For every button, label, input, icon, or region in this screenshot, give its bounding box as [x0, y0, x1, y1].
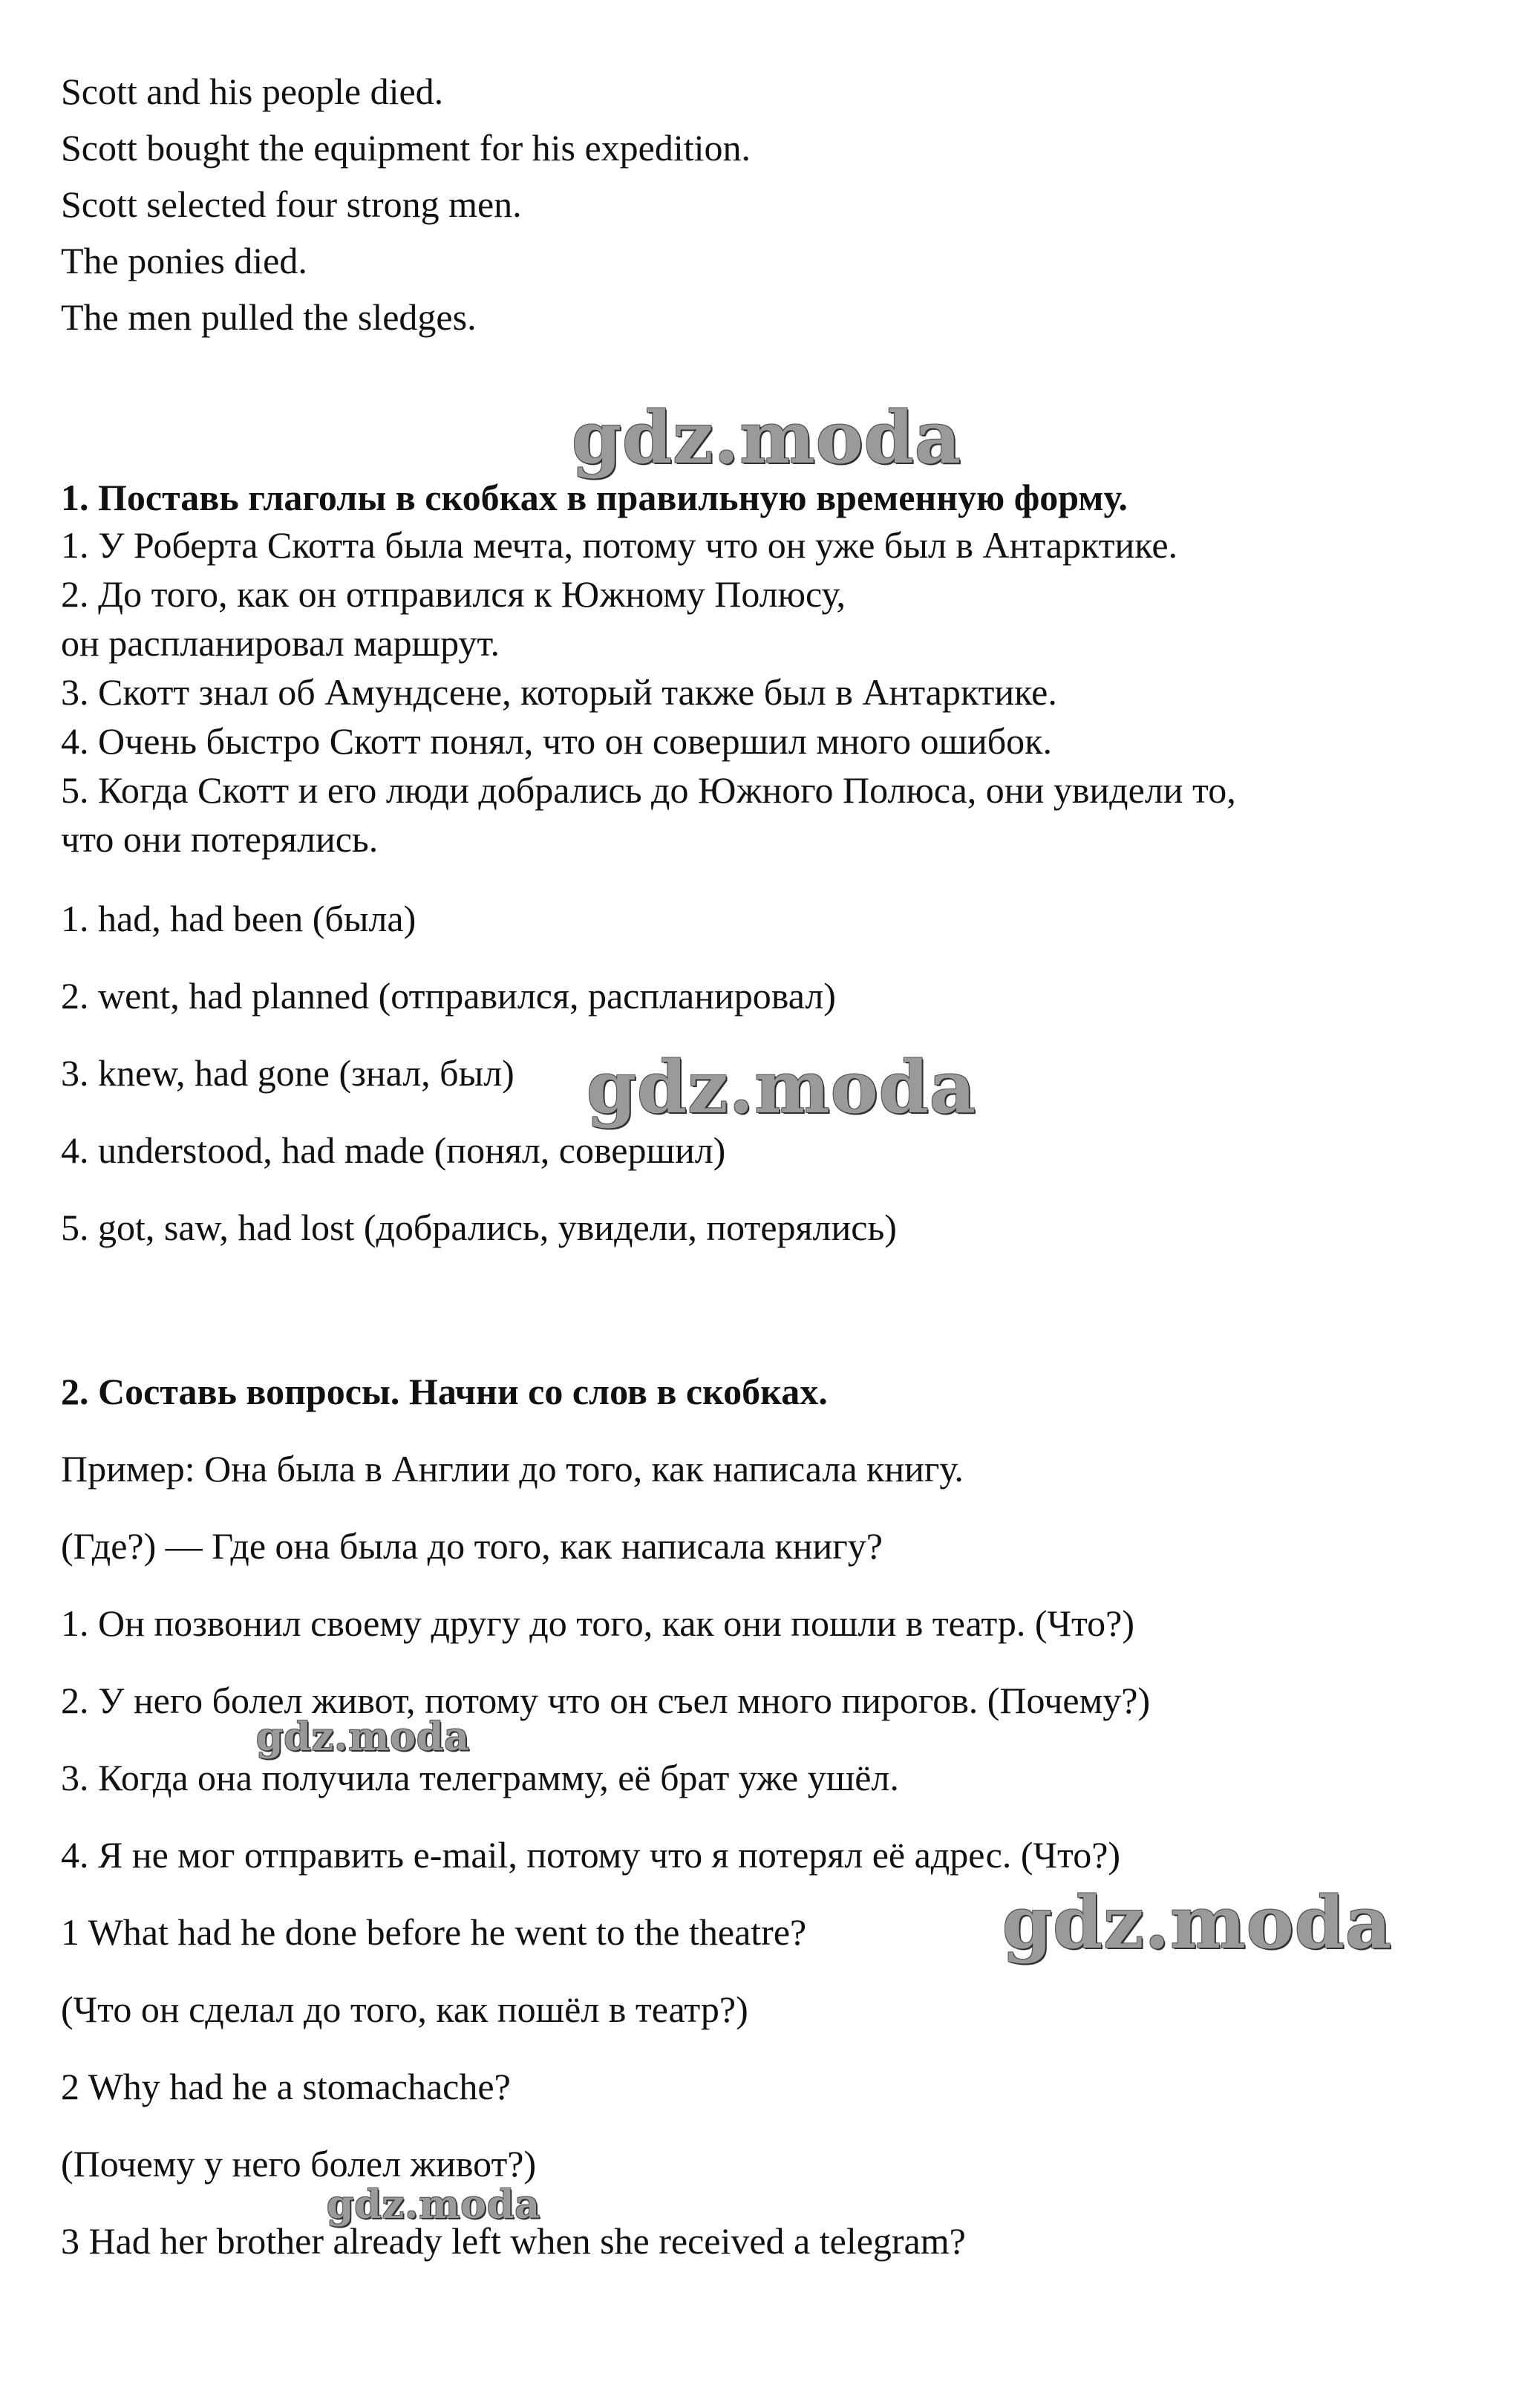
task2-item: 2. У него болел живот, потому что он съел много пирогов. (Почему?): [61, 1680, 1151, 1721]
task2-answer: (Что он сделал до того, как пошёл в театр?): [61, 1988, 748, 2030]
task1-answer: 4. understood, had made (понял, совершил): [61, 1129, 726, 1171]
task2-item: 1. Он позвонил своему другу до того, как они пошли в театр. (Что?): [61, 1602, 1134, 1644]
task2-answer: 2 Why had he a stomachache?: [61, 2066, 511, 2107]
watermark-logo: gdz.moda: [572, 396, 962, 480]
task1-sentence: 3. Скотт знал об Амундсене, который также был в Антарктике.: [61, 671, 1057, 713]
task2-example: Пример: Она была в Англии до того, как написала книгу.: [61, 1448, 964, 1489]
task1-answer: 3. knew, had gone (знал, был): [61, 1052, 514, 1094]
intro-line: The men pulled the sledges.: [61, 296, 477, 338]
task1-sentence: 2. До того, как он отправился к Южному Полюсу,: [61, 573, 846, 615]
task1-answer: 1. had, had been (была): [61, 898, 416, 939]
intro-line: Scott selected four strong men.: [61, 183, 522, 225]
task1-sentence: 1. У Роберта Скотта была мечта, потому что он уже был в Антарктике.: [61, 524, 1178, 566]
intro-line: Scott bought the equipment for his expedition.: [61, 127, 751, 169]
task1-answer: 5. got, saw, had lost (добрались, увидели, потерялись): [61, 1207, 897, 1248]
task1-sentence: 4. Очень быстро Скотт понял, что он совершил много ошибок.: [61, 720, 1052, 762]
task2-item: 3. Когда она получила телеграмму, её брат уже ушёл.: [61, 1757, 899, 1798]
watermark-logo: gdz.moda: [327, 2182, 541, 2228]
task1-sentence: 5. Когда Скотт и его люди добрались до Южного Полюса, они увидели то,: [61, 769, 1236, 811]
task2-example: (Где?) — Где она была до того, как написала книгу?: [61, 1525, 883, 1567]
task2-heading: 2. Составь вопросы. Начни со слов в скобках.: [61, 1371, 828, 1412]
intro-line: The ponies died.: [61, 240, 307, 281]
task1-heading: 1. Поставь глаголы в скобках в правильную временную форму.: [61, 477, 1128, 518]
task1-sentence: что они потерялись.: [61, 818, 379, 860]
watermark-logo: gdz.moda: [587, 1045, 977, 1129]
task1-answer: 2. went, had planned (отправился, распланировал): [61, 975, 836, 1017]
watermark-logo: gdz.moda: [256, 1714, 471, 1760]
watermark-logo: gdz.moda: [1002, 1881, 1393, 1965]
task2-item: 4. Я не мог отправить e-mail, потому что я потерял её адрес. (Что?): [61, 1834, 1121, 1876]
task2-answer: 1 What had he done before he went to the theatre?: [61, 1911, 807, 1953]
task2-answer: (Почему у него болел живот?): [61, 2143, 537, 2185]
task2-answer: 3 Had her brother already left when she received a telegram?: [61, 2220, 966, 2262]
intro-line: Scott and his people died.: [61, 71, 444, 112]
task1-sentence: он распланировал маршрут.: [61, 622, 500, 664]
